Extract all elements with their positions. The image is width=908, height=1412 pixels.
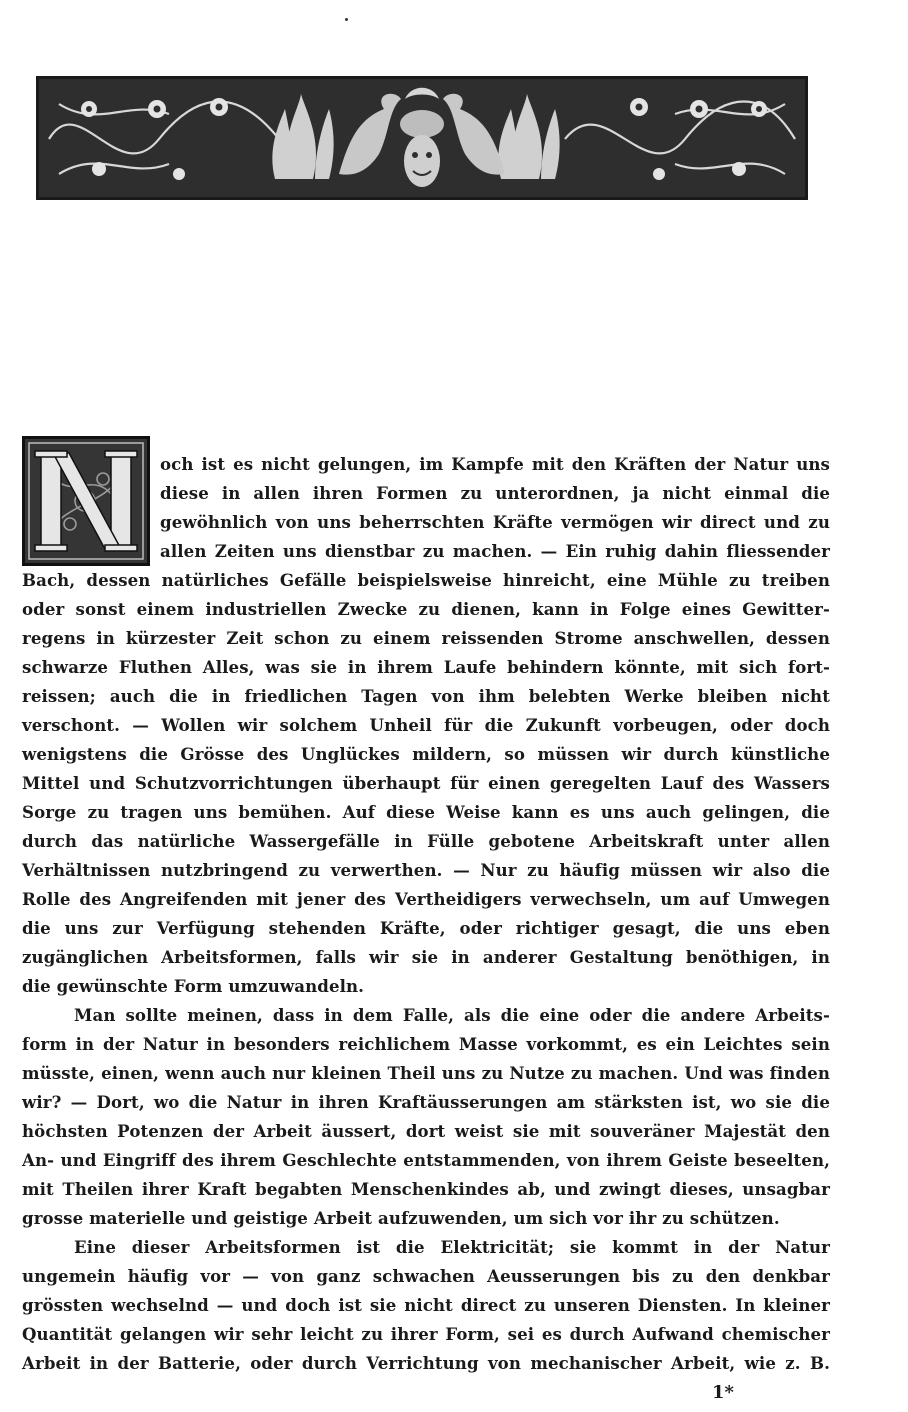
text-line: Sorge zu tragen uns bemühen. Auf diese Weise kann es uns auch gelingen, die [22, 802, 830, 822]
text-line: Rolle des Angreifenden mit jener des Vertheidigers verwechseln, um auf Umwegen [22, 889, 830, 909]
text-line: Verhältnissen nutzbringend zu verwerthen. — Nur zu häufig müssen wir also die [22, 860, 830, 880]
text-line: höchsten Potenzen der Arbeit äussert, dort weist sie mit souveräner Majestät den [22, 1121, 830, 1141]
text-line: Bach, dessen natürliches Gefälle beispielsweise hinreicht, eine Mühle zu treiben [22, 570, 830, 590]
text-line: Man sollte meinen, dass in dem Falle, als die eine oder die andere Arbeits- [74, 1005, 830, 1025]
print-speck [345, 18, 348, 21]
paragraph-2 [22, 1001, 830, 1233]
text-line: gewöhnlich von uns beherrschten Kräfte vermögen wir direct und zu [160, 512, 830, 532]
text-line: mit Theilen ihrer Kraft begabten Menschenkindes ab, und zwingt dieses, unsagbar [22, 1179, 830, 1199]
text-line: wenigstens die Grösse des Unglückes mildern, so müssen wir durch künstliche [22, 744, 830, 764]
text-line: die uns zur Verfügung stehenden Kräfte, oder richtiger gesagt, die uns eben [22, 918, 830, 938]
text-line: och ist es nicht gelungen, im Kampfe mit den Kräften der Natur uns [160, 454, 830, 474]
text-line: allen Zeiten uns dienstbar zu machen. — Ein ruhig dahin fliessender [160, 541, 830, 561]
text-line: Quantität gelangen wir sehr leicht zu ihrer Form, sei es durch Aufwand chemischer [22, 1324, 830, 1344]
text-line: Arbeit in der Batterie, oder durch Verrichtung von mechanischer Arbeit, wie z. B. [22, 1353, 830, 1373]
text-line: reissen; auch die in friedlichen Tagen von ihm belebten Werke bleiben nicht [22, 686, 830, 706]
headpiece-ornament-icon [39, 79, 805, 197]
paragraph-1 [22, 450, 830, 1001]
text-line: Eine dieser Arbeitsformen ist die Elektricität; sie kommt in der Natur [74, 1237, 830, 1257]
text-line: müsste, einen, wenn auch nur kleinen Theil uns zu Nutze zu machen. Und was finden [22, 1063, 830, 1083]
ornamental-headpiece [36, 76, 808, 200]
page-folio: 1* [712, 1382, 734, 1403]
text-line: Mittel und Schutzvorrichtungen überhaupt für einen geregelten Lauf des Wassers [22, 773, 830, 793]
text-line: wir? — Dort, wo die Natur in ihren Kraftäusserungen am stärksten ist, wo sie die [22, 1092, 830, 1112]
text-line: An- und Eingriff des ihrem Geschlechte entstammenden, von ihrem Geiste beseelten, [22, 1150, 830, 1170]
text-line: schwarze Fluthen Alles, was sie in ihrem Laufe behindern könnte, mit sich fort- [22, 657, 830, 677]
text-line: form in der Natur in besonders reichlichem Masse vorkommt, es ein Leichtes sein [22, 1034, 830, 1054]
paragraph-3 [22, 1233, 830, 1378]
text-line: verschont. — Wollen wir solchem Unheil für die Zukunft vorbeugen, oder doch [22, 715, 830, 735]
text-line: regens in kürzester Zeit schon zu einem reissenden Strome anschwellen, dessen [22, 628, 830, 648]
body-text [22, 450, 830, 1378]
text-line: grosse materielle und geistige Arbeit aufzuwenden, um sich vor ihr zu schützen. [22, 1208, 780, 1228]
text-line: zugänglichen Arbeitsformen, falls wir sie in anderer Gestaltung benöthigen, in [22, 947, 830, 967]
text-line: oder sonst einem industriellen Zwecke zu dienen, kann in Folge eines Gewitter- [22, 599, 830, 619]
text-line: grössten wechselnd — und doch ist sie nicht direct zu unseren Diensten. In kleiner [22, 1295, 830, 1315]
text-line: die gewünschte Form umzuwandeln. [22, 976, 365, 996]
text-line: diese in allen ihren Formen zu unterordnen, ja nicht einmal die [160, 483, 830, 503]
text-line: ungemein häufig vor — von ganz schwachen Aeusserungen bis zu den denkbar [22, 1266, 830, 1286]
text-line: durch das natürliche Wassergefälle in Fülle gebotene Arbeitskraft unter allen [22, 831, 830, 851]
